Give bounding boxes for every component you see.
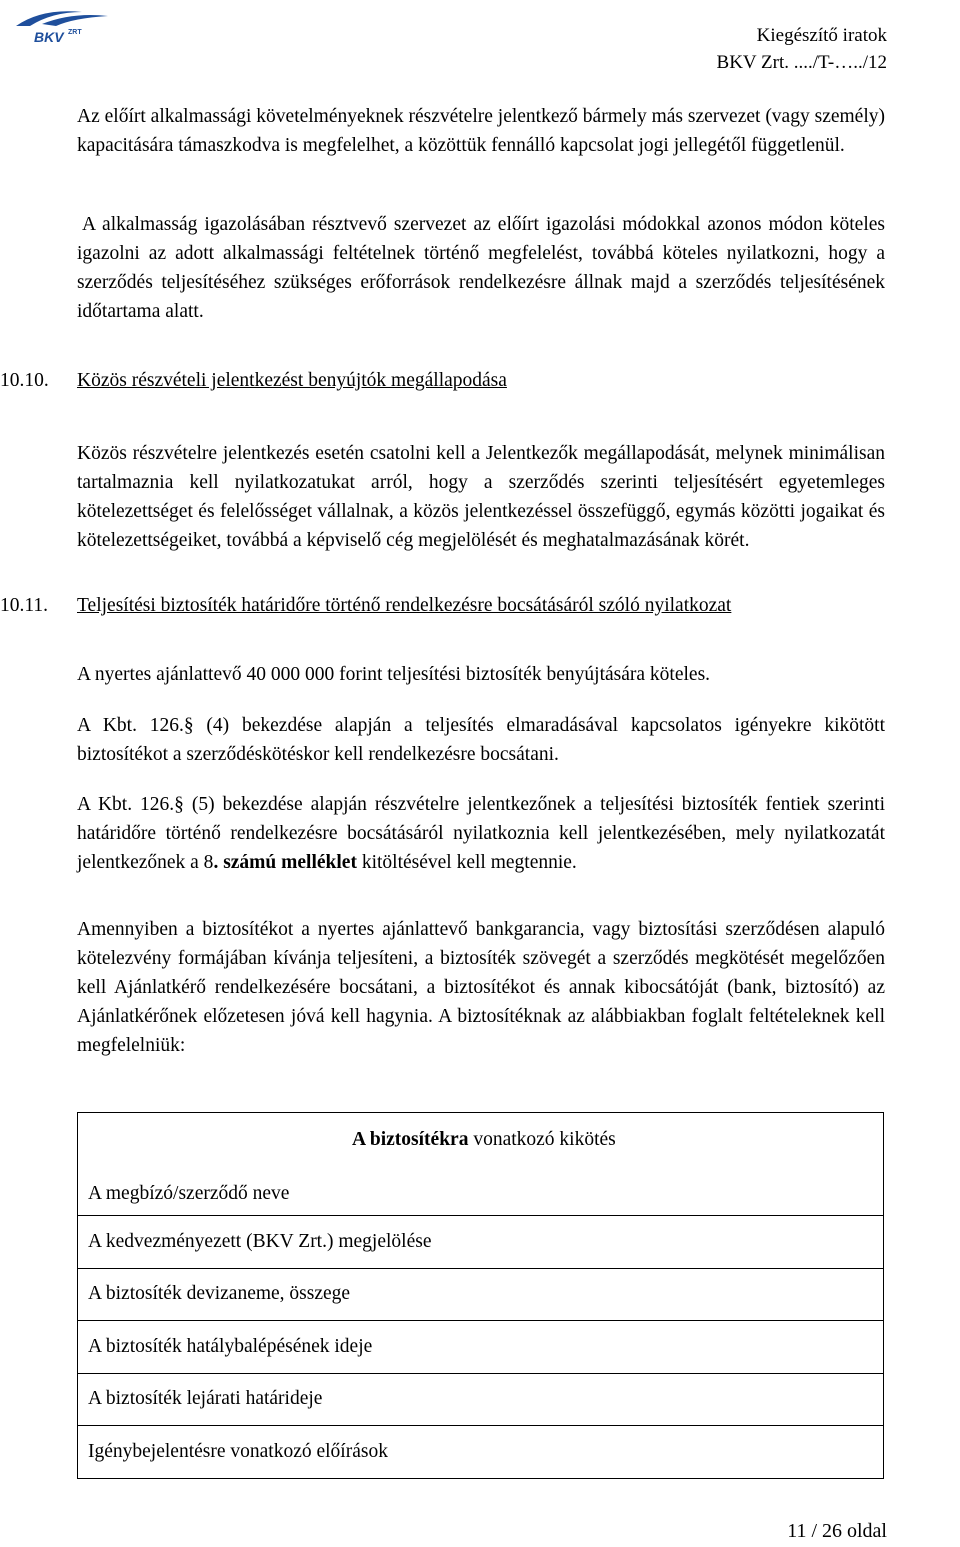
doc-type: Kiegészítő iratok — [756, 25, 887, 46]
section-title: Közös részvételi jelentkezést benyújtók megállapodása — [77, 370, 507, 391]
paragraph-kbt-126-4: A Kbt. 126.§ (4) bekezdése alapján a teljesítés elmaradásával kapcsolatos igényekre kikötött biztosítékot a szerződéskötéskor kell rendelkezésre bocsátani. — [77, 715, 885, 765]
table-title: A biztosítékra vonatkozó kikötés — [352, 1129, 616, 1150]
table-row-label: A biztosíték devizaneme, összege — [78, 1268, 884, 1321]
paragraph-kbt-126-5: A Kbt. 126.§ (5) bekezdése alapján részvételre jelentkezőnek a teljesítési biztosíték fentiek szerinti határidőre történő rendelkezésre bocsátásáról nyilatkoznia kell jelentkezésében, mely nyilatkozatát jelentkezőnek a 8. számú melléklet kitöltésével kell megtennie. — [77, 794, 885, 873]
page-number: 11 / 26 oldal — [787, 1520, 887, 1542]
paragraph-guarantee-amount: A nyertes ajánlattevő 40 000 000 forint teljesítési biztosíték benyújtására köteles. — [77, 664, 711, 685]
table-header-row — [78, 1113, 884, 1216]
table-row — [78, 1321, 884, 1374]
table-row-label: A biztosíték hatálybalépésének ideje — [78, 1321, 884, 1374]
paragraph-bank-guarantee: Amennyiben a biztosítékot a nyertes ajánlattevő bankgarancia, vagy biztosítási szerződésen alapuló kötelezvény formájában kívánja teljesíteni, a biztosíték szövegét a szerződés megkötését megelőzően kell Ajánlatkérő rendelkezésére bocsátani, a biztosítékot és annak kibocsátóját (bank, biztosító) az Ajánlatkérőnek előzetesen jóvá kell hagynia. A biztosítéknak az alábbiakban foglalt feltételeknek kell megfelelniük: — [77, 919, 885, 1056]
table-row-label: A biztosíték lejárati határideje — [78, 1373, 884, 1426]
page-header — [717, 22, 887, 76]
table-row — [78, 1373, 884, 1426]
section-10-11-heading — [0, 591, 732, 620]
doc-reference: BKV Zrt. ..../T-…../12 — [716, 52, 887, 73]
svg-text:ZRT: ZRT — [68, 29, 82, 36]
table-row-label: A megbízó/szerződő neve — [88, 1183, 290, 1204]
section-title: Teljesítési biztosíték határidőre történő rendelkezésre bocsátásáról szóló nyilatkozat — [77, 595, 732, 616]
paragraph-capacity: Az előírt alkalmassági követelményeknek részvételre jelentkező bármely más szervezet (vagy személy) kapacitására támaszkodva is megfelelhet, a közöttük fennálló kapcsolat jogi jellegétől függetlenül. — [77, 106, 885, 156]
table-row — [78, 1268, 884, 1321]
table-header-cell — [78, 1113, 884, 1216]
bkv-logo — [12, 6, 112, 46]
section-number: 10.10. — [0, 370, 49, 391]
table-row — [78, 1426, 884, 1479]
table-row — [78, 1216, 884, 1269]
paragraph-suitability: A alkalmasság igazolásában résztvevő szervezet az előírt igazolási módokkal azonos módon köteles igazolni az adott alkalmassági feltételnek történő megfelelést, továbbá köteles nyilatkozni, hogy a szerződés teljesítéséhez szükséges erőforrások rendelkezésre állnak majd a szerződés teljesítésének időtartama alatt. — [77, 214, 885, 322]
paragraph-joint-agreement: Közös részvételre jelentkezés esetén csatolni kell a Jelentkezők megállapodását, melynek minimálisan tartalmaznia kell nyilatkozatukat arról, hogy a szerződés szerinti teljesítésért egyetemleges kötelezettséget és felelősséget vállalnak, a közös jelentkezéssel összefüggő, egymás közötti jogaikat és kötelezettségeiket, továbbá a képviselő cég megjelölését és meghatalmazásának körét. — [77, 443, 885, 551]
svg-text:BKV: BKV — [34, 29, 64, 45]
table-row-label: A kedvezményezett (BKV Zrt.) megjelölése — [78, 1216, 884, 1269]
section-10-10-heading — [0, 366, 507, 395]
table-row-label: Igénybejelentésre vonatkozó előírások — [78, 1426, 884, 1479]
section-number: 10.11. — [0, 595, 49, 616]
guarantee-requirements-table — [77, 1112, 884, 1479]
